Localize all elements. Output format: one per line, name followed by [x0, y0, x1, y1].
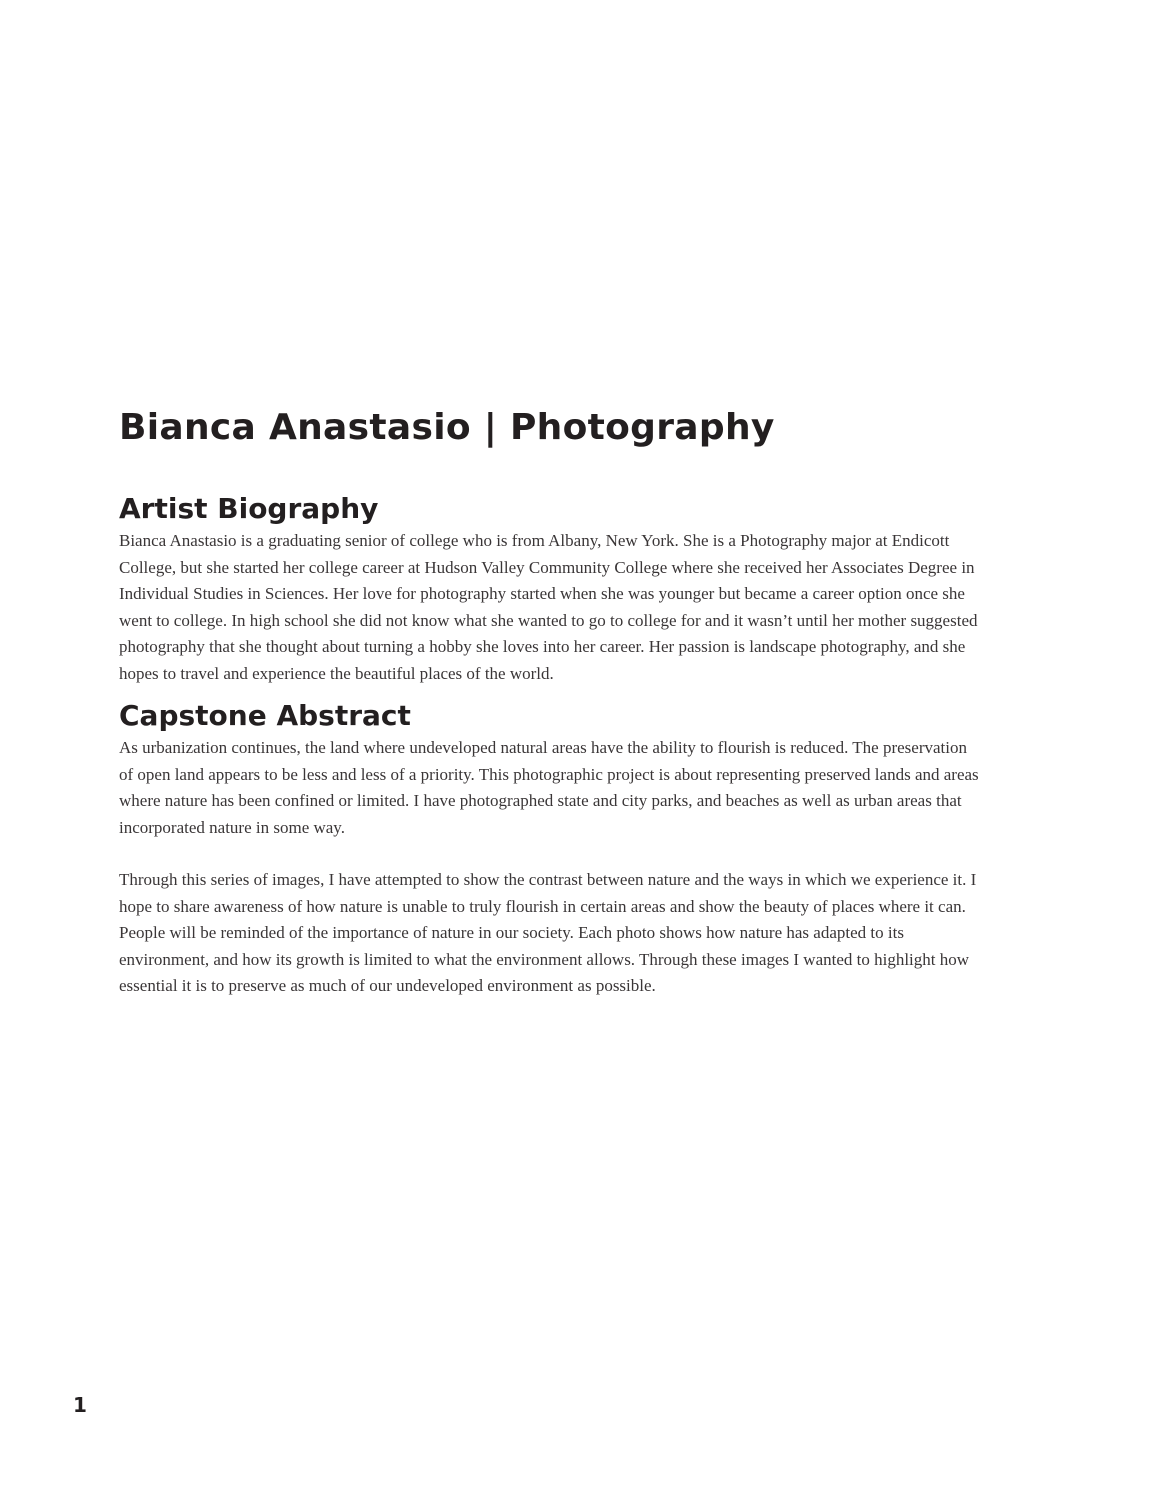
- section-heading-artist-biography: Artist Biography: [119, 492, 379, 525]
- abstract-paragraph-1: As urbanization continues, the land where undeveloped natural areas have the ability to flourish is reduced. The preservation of open land appears to be less and less of a priority. This photographic project is about representing preserved lands and areas where nature has been confined or limited. I have photographed state and city parks, and beaches as well as urban areas that incorporated nature in some way.: [119, 738, 979, 837]
- page-number: 1: [73, 1393, 87, 1417]
- abstract-paragraph-2: Through this series of images, I have attempted to show the contrast between nature and the ways in which we experience it. I hope to share awareness of how nature is unable to truly flourish in certain areas and show the beauty of places where it can. People will be reminded of the importance of nature in our society. Each photo shows how nature has adapted to its environment, and how its growth is limited to what the environment allows. Through these images I wanted to highlight how essential it is to preserve as much of our undeveloped environment as possible.: [119, 870, 977, 995]
- page-title: Bianca Anastasio | Photography: [119, 407, 775, 448]
- biography-paragraph: Bianca Anastasio is a graduating senior of college who is from Albany, New York. She is a Photography major at Endicott College, but she started her college career at Hudson Valley Community College where she received her Associates Degree in Individual Studies in Sciences. Her love for photography started when she was younger but became a career option once she went to college. In high school she did not know what she wanted to go to college for and it wasn’t until her mother suggested photography that she thought about turning a hobby she loves into her career. Her passion is landscape photography, and she hopes to travel and experience the beautiful places of the world.: [119, 531, 978, 683]
- section-heading-capstone-abstract: Capstone Abstract: [119, 699, 411, 732]
- page-content: [119, 402, 979, 1000]
